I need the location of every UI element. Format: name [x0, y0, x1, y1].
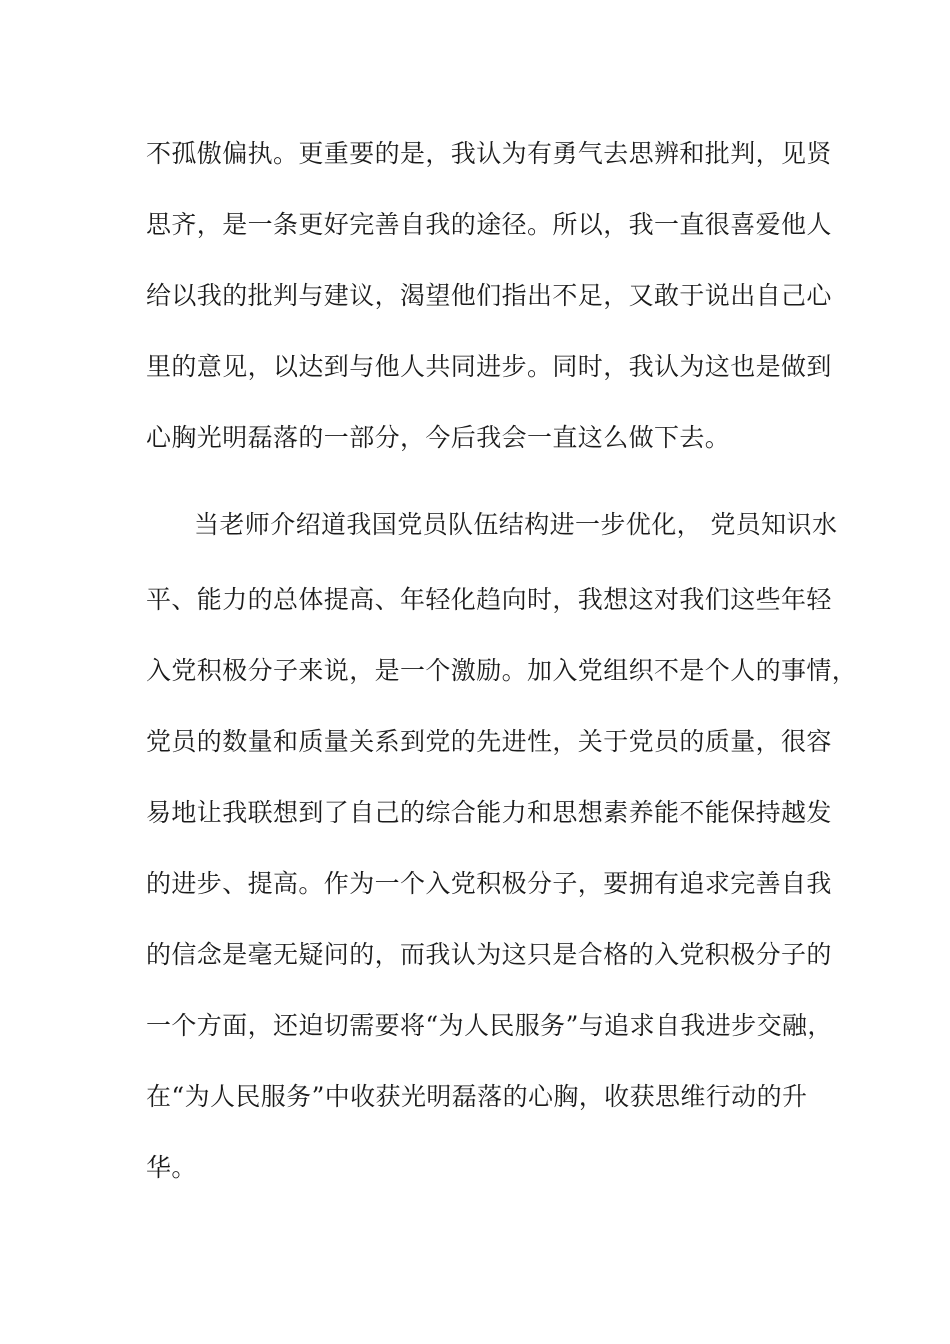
text-line: 党员的数量和质量关系到党的先进性，关于党员的质量，很容	[146, 727, 832, 756]
text-line: 平、能力的总体提高、年轻化趋向时，我想这对我们这些年轻	[146, 585, 832, 614]
text-line: 思齐，是一条更好完善自我的途径。所以，我一直很喜爱他人	[146, 210, 832, 239]
text-line: 里的意见，以达到与他人共同进步。同时，我认为这也是做到	[146, 352, 832, 381]
paragraph-first-line: 当老师介绍道我国党员队伍结构进一步优化， 党员知识水	[194, 510, 838, 539]
text-line: 的信念是毫无疑问的，而我认为这只是合格的入党积极分子的	[146, 940, 832, 969]
text-line: 华。	[146, 1153, 197, 1182]
text-line: 入党积极分子来说，是一个激励。加入党组织不是个人的事情，	[146, 656, 858, 685]
text-line: 给以我的批判与建议，渴望他们指出不足，又敢于说出自己心	[146, 281, 832, 310]
text-line: 一个方面，还迫切需要将“为人民服务”与追求自我进步交融，	[146, 1011, 833, 1040]
text-line: 的进步、提高。作为一个入党积极分子，要拥有追求完善自我	[146, 869, 832, 898]
text-line: 心胸光明磊落的一部分，今后我会一直这么做下去。	[146, 423, 731, 452]
text-line: 在“为人民服务”中收获光明磊落的心胸，收获思维行动的升	[146, 1082, 808, 1111]
text-line: 不孤傲偏执。更重要的是，我认为有勇气去思辨和批判，见贤	[146, 139, 832, 168]
text-line: 易地让我联想到了自己的综合能力和思想素养能不能保持越发	[146, 798, 832, 827]
